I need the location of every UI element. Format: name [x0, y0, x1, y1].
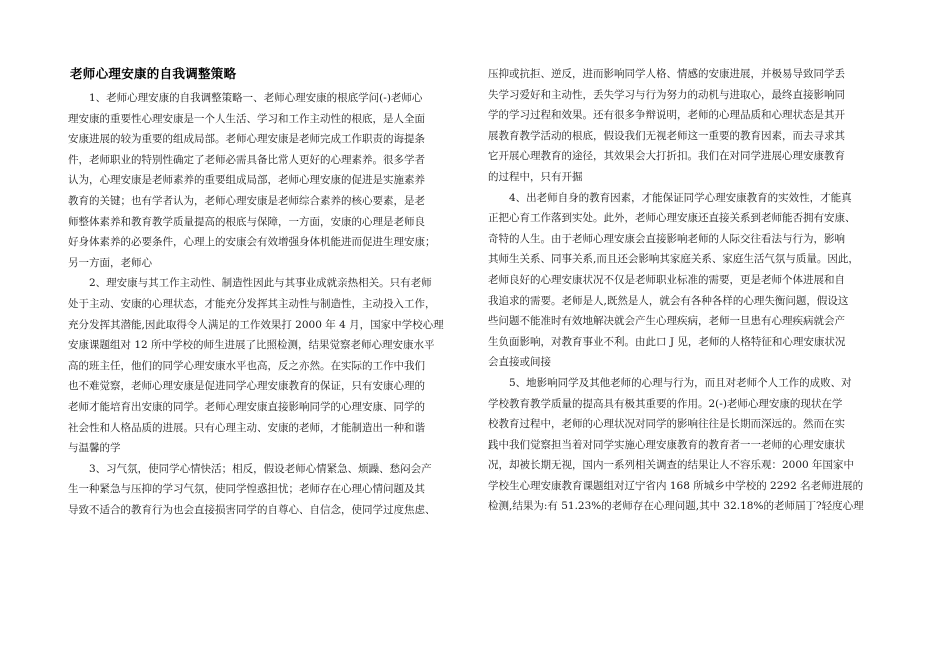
left-column-text-line: 处于主动、安康的心理状态，才能充分发挥其主动性与制造性，主动投入工作，: [68, 297, 436, 310]
right-column-text-line: 我追求的需要。老师是人,既然是人，就会有各种各样的心理失衡问题，假设这: [488, 294, 849, 307]
left-column-text-line: 也不难觉察，老师心理安康是促进同学心理安康教育的保证，只有安康心理的: [68, 380, 425, 393]
right-column-text-line: 况，却被长期无视，国内一系列相关调查的结果让人不容乐观：2000 年国家中: [488, 459, 855, 472]
left-column-text-line: 老师才能培育出安康的同学。老师心理安康直接影响同学的心理安康、同学的: [68, 400, 425, 413]
right-column-text-line: 践中我们觉察担当着对同学实施心理安康教育的教育者一一老师的心理安康状: [488, 438, 845, 451]
left-column-text-line: 师整体素养和教育教学质量提高的根底与保障，一方面，安康的心理是老师良: [68, 215, 425, 228]
left-column-text-line: 件，老师职业的特别性确定了老师必需具备比常人更好的心理素养。很多学者: [68, 153, 425, 166]
right-column-text-line: 奇特的人生。由于老师心理安康会直接影响老师的人际交往看法与行为，影响: [488, 232, 845, 245]
right-column-text-line: 失学习爱好和主动性，丢失学习与行为努力的动机与进取心，最终直接影响同: [488, 88, 845, 101]
left-column-text-line: 与温馨的学: [68, 442, 121, 455]
left-column-text-line: 充分发挥其潜能,因此取得令人满足的工作效果打 2000 年 4 月，国家中学校心理: [68, 318, 444, 331]
right-column-text-line: 些问题不能准时有效地解决就会产生心理疾病，老师一旦患有心理疾病就会产: [488, 315, 845, 328]
left-column-text-line: 社会性和人格品质的进展。只有心理主动、安康的老师，才能制造出一种和谐: [68, 421, 425, 434]
left-column-text-line: 理安康的重要性心理安康是一个人生活、学习和工作主动性的根底，是人全面: [68, 112, 425, 125]
left-column-text-line: 安康进展的较为重要的组成局部。老师心理安康是老师完成工作职责的诲提条: [68, 133, 425, 146]
left-column-text-line: 2、理安康与其工作主动性、制造性因此与其事业成就亲热相关。只有老师: [89, 277, 432, 290]
right-column-text-line: 检测,结果为:有 51.23%的老师存在心理问题,其中 32.18%的老师屆丁?轻度心理: [488, 500, 864, 513]
right-column-text-line: 压抑或抗拒、逆反，进而影响同学人格、情感的安康进展，并极易导致同学丢: [488, 68, 845, 80]
right-column-text-line: 4、出老师自身的教育因素，才能保证同学心理安康教育的实效性，才能真: [509, 191, 852, 204]
right-column-text-line: 学校生心理安康教育课题组对辽宁省内 168 所城乡中学校的 2292 名老师进展的: [488, 479, 864, 492]
right-column-text-line: 会直接或间接: [488, 356, 551, 369]
right-column-text-line: 生负面影响，对教育事业不利。由此口 J 见，老师的人格特征和心理安康状况: [488, 335, 846, 348]
right-column-text-line: 老师良好的心理安康状况不仅是老师职业标准的需要，更是老师个体进展和自: [488, 273, 845, 286]
left-column-text-line: 高的班主任，他们的同学心理安康水平也高，反之亦然。在实际的工作中我们: [68, 359, 425, 372]
left-column-text-line: 认为，心理安康是老师素养的重要组成局部，老师心理安康的促进是实施素养: [68, 174, 425, 187]
right-column-text-line: 学校教育教学质量的提高具有极其重要的作用。2(-)老师心理安康的现状在学: [488, 397, 843, 410]
right-column-text-line: 的过程中，只有开掘: [488, 170, 583, 183]
left-column-text-line: 导致不适合的教育行为也会直接损害同学的自尊心、自信念，使同学过度焦虑、: [68, 503, 436, 516]
left-column: [68, 64, 466, 520]
left-column-text-line: 教育的关键；也有学者认为，老师心理安康是老师综合素养的核心要素，是老: [68, 194, 425, 207]
right-column-text-line: 学的学习过程和效果。还有很多争辩说明，老师的心理品质和心理状态是其开: [488, 109, 845, 122]
right-column: [488, 64, 886, 517]
right-column-text-line: 它开展心理教育的途径，其效果会大打折扣。我们在对同学进展心理安康教育: [488, 150, 845, 163]
left-column-text-line: 另一方面，老师心: [68, 256, 152, 269]
left-column-text-line: 生一种紧急与压抑的学习气氛，使同学惶惑担忧；老师存在心理心情问题及其: [68, 483, 425, 496]
left-column-text-line: 好身体素养的必要条件，心理上的安康会有效增强身体机能进而促进生理安康；: [68, 236, 436, 249]
left-column-text-line: 3、习气氛，使同学心情快活；相反，假设老师心情紧急、烦躁、愁闷会产: [89, 462, 432, 475]
right-column-text-line: 5、地影响同学及其他老师的心理与行为，而且对老师个人工作的成败、对: [509, 376, 852, 389]
right-column-text-line: 正把心育工作落到实处。此外，老师心理安康还直接关系到老师能否拥有安康、: [488, 212, 856, 225]
left-column-text-line: 1、老师心理安康的自我调整策略一、老师心理安康的根底学问(-)老师心: [89, 92, 423, 104]
right-column-text-line: 校教育过程中，老师的心理状况对同学的影响往往是长期而深远的。然而在实: [488, 418, 845, 431]
document-title: 老师心理安康的自我调整策略: [70, 66, 237, 81]
right-column-text-line: 展教育教学活动的根底，假设我们无视老师这一重要的教育因素，而去寻求其: [488, 129, 845, 142]
right-column-text-line: 其师生关系、同事关系,而且还会影响其家庭关系、家庭生活气氛与质量。因此，: [488, 253, 859, 266]
left-column-text-line: 安康课题组对 12 所中学校的师生进展了比照检测，结果觉察老师心理安康水平: [68, 339, 435, 352]
